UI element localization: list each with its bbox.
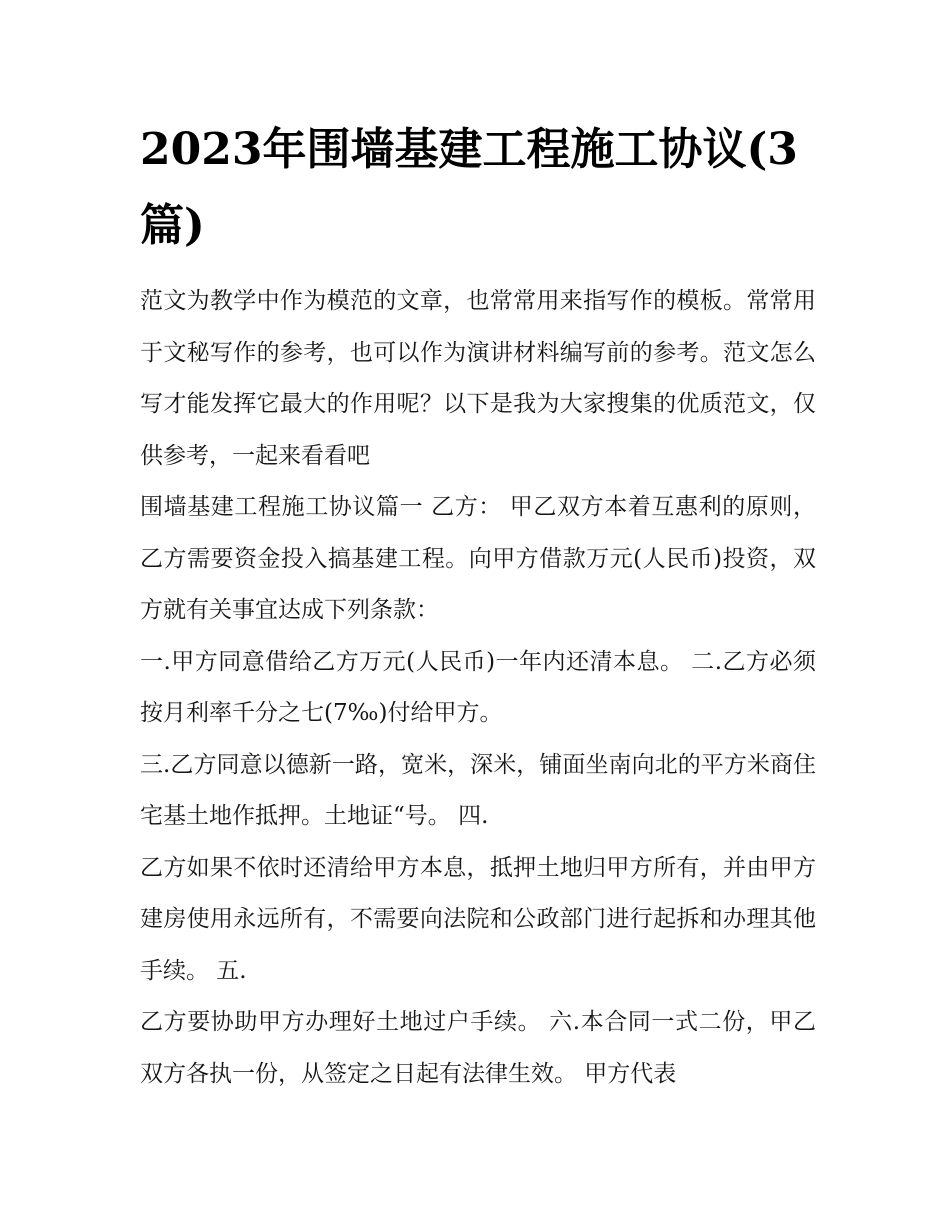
paragraph-intro: 范文为教学中作为模范的文章，也常常用来指写作的模板。常常用于文秘写作的参考，也可以作为演讲材料编写前的参考。范文怎么写才能发挥它最大的作用呢？以下是我为大家搜集的优质范文，仅供参考，一起来看看吧: [140, 288, 816, 469]
document-body: [140, 276, 816, 1100]
document-title: 2023年围墙基建工程施工协议(3篇): [140, 124, 798, 251]
paragraph-clause-3: 三.乙方同意以德新一路，宽米，深米，铺面坐南向北的平方米商住宅基土地作抵押。土地证“号。 四.: [140, 751, 816, 829]
paragraph-clause-5-6: 乙方要协助甲方办理好土地过户手续。 六.本合同一式二份，甲乙双方各执一份，从签定之日起有法律生效。 甲方代表: [140, 1009, 816, 1087]
paragraph-clause-4: 乙方如果不依时还清给甲方本息，抵押土地归甲方所有，并由甲方建房使用永远所有，不需要向法院和公政部门进行起拆和办理其他手续。 五.: [140, 854, 816, 984]
paragraph-clause-1-2: 一.甲方同意借给乙方万元(人民币)一年内还清本息。 二.乙方必须按月利率千分之七(7‰)付给甲方。: [140, 648, 816, 726]
paragraph-agreement-intro: 围墙基建工程施工协议篇一 乙方： 甲乙双方本着互惠利的原则，乙方需要资金投入搞基建工程。向甲方借款万元(人民币)投资，双方就有关事宜达成下列条款：: [140, 494, 816, 623]
